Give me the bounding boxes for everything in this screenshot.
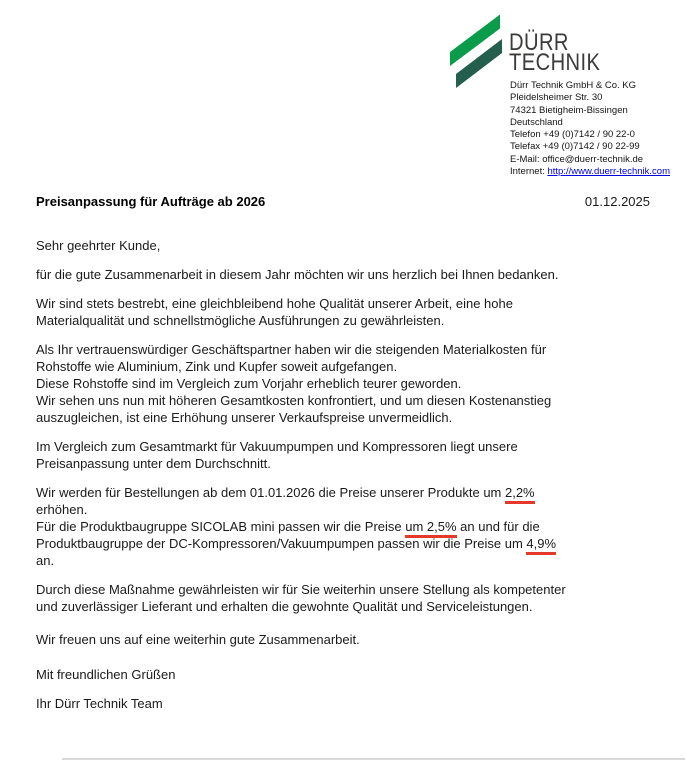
paragraph [36, 341, 656, 426]
text-line [36, 455, 656, 472]
text-segment: Für die Produktbaugruppe SICOLAB mini passen wir die Preise [36, 519, 406, 534]
paragraph [36, 666, 656, 683]
wordmark-line-2: TECHNIK [509, 48, 601, 76]
letter-body [36, 237, 656, 724]
internet-line [510, 166, 670, 178]
text-segment: Wir freuen uns auf eine weiterhin gute Zusammenarbeit. [36, 632, 360, 647]
address-line: Telefon +49 (0)7142 / 90 22-0 [510, 129, 635, 141]
address-line: Telefax +49 (0)7142 / 90 22-99 [510, 141, 640, 153]
text-segment: Sehr geehrter Kunde, [36, 238, 161, 253]
text-segment: für die gute Zusammenarbeit in diesem Jahr möchten wir uns herzlich bei Ihnen bedanken. [36, 267, 559, 282]
text-segment: Preisanpassung unter dem Durchschnitt. [36, 456, 271, 471]
text-segment: Mit freundlichen Grüßen [36, 667, 176, 682]
text-segment: Materialqualität und schnellstmögliche Ausführungen zu gewährleisten. [36, 313, 445, 328]
text-segment: auszugleichen, ist eine Erhöhung unserer Verkaufspreise unvermeidlich. [36, 410, 453, 425]
red-underline-highlight: 2,2% [505, 485, 535, 504]
address-line: 74321 Bietigheim-Bissingen [510, 104, 628, 116]
address-line: Dürr Technik GmbH & Co. KG [510, 80, 637, 91]
text-line [36, 695, 656, 712]
text-line [36, 409, 656, 426]
paragraph [36, 237, 656, 254]
text-segment: an. [36, 553, 55, 568]
letter-date: 01.12.2025 [584, 194, 650, 209]
text-segment: Diese Rohstoffe sind im Vergleich zum Vorjahr erheblich teurer geworden. [36, 376, 462, 391]
address-line: Deutschland [510, 116, 563, 128]
wordmark [509, 29, 601, 76]
wordmark-line-1: DÜRR [509, 29, 569, 56]
paragraph [36, 695, 656, 712]
paragraph [36, 581, 656, 615]
text-line [36, 312, 656, 329]
paragraph [36, 631, 656, 648]
text-line [36, 631, 656, 648]
text-line [36, 535, 656, 552]
page-break-line [62, 758, 685, 760]
text-segment: Als Ihr vertrauenswürdiger Geschäftspartner haben wir die steigenden Materialkosten für [36, 342, 547, 357]
text-line [36, 518, 656, 535]
paragraph [36, 266, 656, 283]
text-segment: Wir werden für Bestellungen ab dem 01.01.2026 die Preise unserer Produkte um [36, 485, 505, 500]
text-segment: Produktbaugruppe der DC-Kompressoren/Vakuumpumpen passen wir die Preise um [36, 536, 527, 551]
address-block [510, 80, 670, 178]
text-line [36, 375, 656, 392]
text-line [36, 237, 656, 254]
text-segment: und zuverlässiger Lieferant und erhalten die gewohnte Qualität und Serviceleistungen. [36, 599, 533, 614]
paragraph [36, 484, 656, 569]
text-line [36, 581, 656, 598]
text-line [36, 484, 656, 501]
address-lines [510, 80, 670, 166]
internet-label: Internet: [510, 166, 548, 178]
text-line [36, 552, 656, 569]
text-line [36, 501, 656, 518]
text-segment: Wir sind stets bestrebt, eine gleichbleibend hohe Qualität unserer Arbeit, eine hohe [36, 296, 513, 311]
text-line [36, 358, 656, 375]
text-line [36, 266, 656, 283]
red-underline-highlight: 4,9% [526, 536, 556, 555]
text-line [36, 666, 656, 683]
text-line [36, 598, 656, 615]
red-underline-highlight: um 2,5% [405, 519, 456, 538]
website-link[interactable]: http://www.duerr-technik.com [547, 166, 670, 178]
paragraph [36, 295, 656, 329]
text-line [36, 341, 656, 358]
address-line: E-Mail: office@duerr-technik.de [510, 153, 644, 165]
logo-stripes-icon [448, 12, 506, 90]
text-segment: Rohstoffe wie Aluminium, Zink und Kupfer soweit aufgefangen. [36, 359, 398, 374]
text-segment: Ihr Dürr Technik Team [36, 696, 163, 711]
text-line [36, 392, 656, 409]
text-line [36, 295, 656, 312]
text-segment: Durch diese Maßnahme gewährleisten wir für Sie weiterhin unsere Stellung als kompetenter [36, 582, 566, 597]
text-segment: Im Vergleich zum Gesamtmarkt für Vakuumpumpen und Kompressoren liegt unsere [36, 439, 518, 454]
subject-line: Preisanpassung für Aufträge ab 2026 [36, 194, 266, 209]
text-segment: Wir sehen uns nun mit höheren Gesamtkosten konfrontiert, und um diesen Kostenanstieg [36, 393, 552, 408]
text-segment: an und für die [456, 519, 540, 534]
address-line: Pleidelsheimer Str. 30 [510, 92, 603, 104]
text-segment: erhöhen. [36, 502, 88, 517]
text-line [36, 438, 656, 455]
titlebar [36, 193, 650, 210]
paragraph [36, 438, 656, 472]
